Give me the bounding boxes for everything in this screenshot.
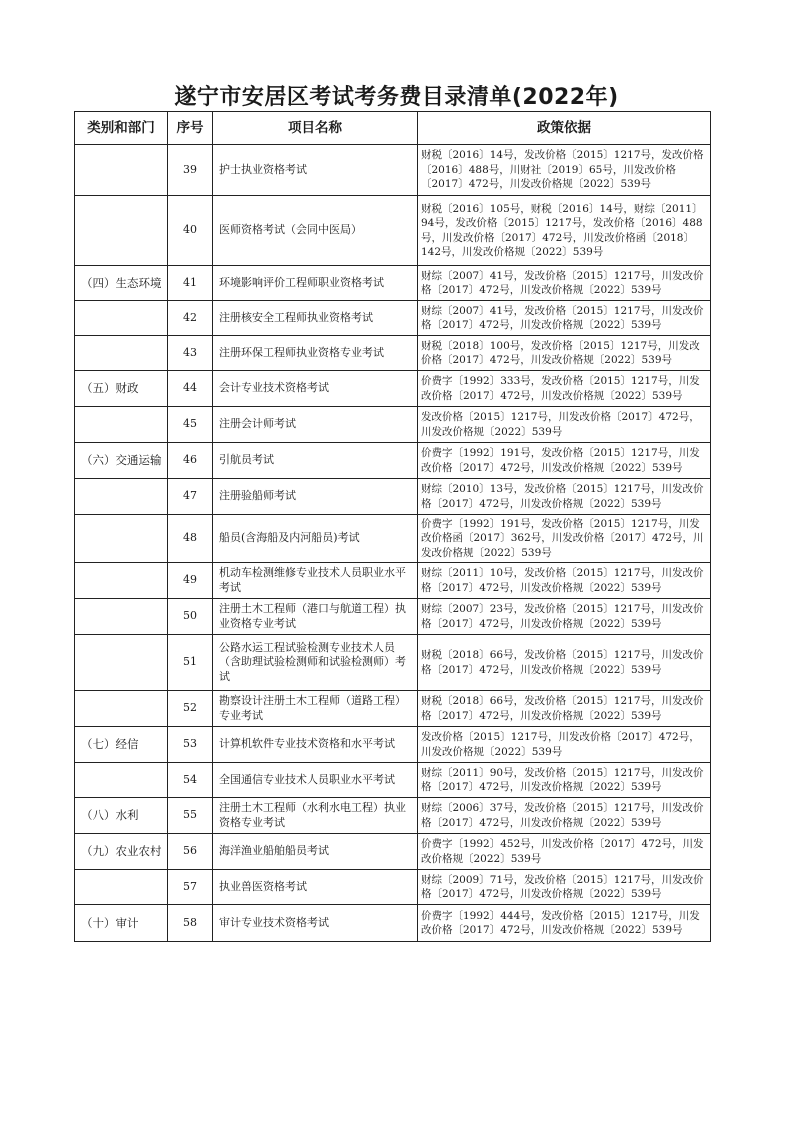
seq-cell: 48	[168, 515, 213, 563]
seq-cell: 52	[168, 691, 213, 727]
seq-cell: 55	[168, 798, 213, 834]
policy-cell: 财税〔2016〕14号，发改价格〔2015〕1217号，发改价格〔2016〕488号，川财社〔2019〕65号，川发改价格〔2017〕472号，川发改价格规〔2022〕539号	[418, 145, 711, 196]
table-row	[75, 443, 711, 479]
policy-cell: 发改价格〔2015〕1217号，川发改价格〔2017〕472号，川发改价格规〔2022〕539号	[418, 407, 711, 443]
name-cell: 计算机软件专业技术资格和水平考试	[213, 727, 418, 763]
table-body	[75, 145, 711, 942]
policy-cell: 财税〔2018〕100号，发改价格〔2015〕1217号，川发改价格〔2017〕472号，川发改价格规〔2022〕539号	[418, 336, 711, 371]
category-cell	[75, 870, 168, 905]
policy-cell: 发改价格〔2015〕1217号，川发改价格〔2017〕472号，川发改价格规〔2022〕539号	[418, 727, 711, 763]
seq-cell: 50	[168, 599, 213, 635]
category-cell: （七）经信	[75, 727, 168, 763]
seq-cell: 46	[168, 443, 213, 479]
document-title: 遂宁市安居区考试考务费目录清单(2022年)	[174, 85, 619, 110]
table-row	[75, 196, 711, 266]
name-cell: 船员(含海船及内河船员)考试	[213, 515, 418, 563]
seq-cell: 57	[168, 870, 213, 905]
policy-cell: 财综〔2007〕41号，发改价格〔2015〕1217号，川发改价格〔2017〕472号，川发改价格规〔2022〕539号	[418, 301, 711, 336]
table-row	[75, 563, 711, 599]
category-cell: （十）审计	[75, 905, 168, 942]
policy-cell: 价费字〔1992〕444号，发改价格〔2015〕1217号，川发改价格〔2017〕472号，川发改价格规〔2022〕539号	[418, 905, 711, 942]
policy-cell: 财综〔2010〕13号，发改价格〔2015〕1217号，川发改价格〔2017〕472号，川发改价格规〔2022〕539号	[418, 479, 711, 515]
category-cell	[75, 599, 168, 635]
category-cell	[75, 635, 168, 691]
table-row	[75, 145, 711, 196]
policy-cell: 价费字〔1992〕452号，川发改价格〔2017〕472号，川发改价格规〔2022〕539号	[418, 834, 711, 870]
name-cell: 医师资格考试（会同中医局）	[213, 196, 418, 266]
name-cell: 环境影响评价工程师职业资格考试	[213, 266, 418, 301]
name-cell: 机动车检测维修专业技术人员职业水平考试	[213, 563, 418, 599]
category-cell: （四）生态环境	[75, 266, 168, 301]
name-cell: 会计专业技术资格考试	[213, 371, 418, 407]
table-row	[75, 834, 711, 870]
seq-cell: 54	[168, 763, 213, 798]
name-cell: 注册核安全工程师执业资格考试	[213, 301, 418, 336]
category-cell	[75, 515, 168, 563]
header-row	[75, 112, 711, 145]
table-row	[75, 763, 711, 798]
seq-cell: 45	[168, 407, 213, 443]
seq-cell: 41	[168, 266, 213, 301]
policy-cell: 财综〔2011〕10号，发改价格〔2015〕1217号，川发改价格〔2017〕472号，川发改价格规〔2022〕539号	[418, 563, 711, 599]
category-cell	[75, 691, 168, 727]
header-policy: 政策依据	[418, 112, 711, 145]
policy-cell: 财综〔2007〕41号，发改价格〔2015〕1217号，川发改价格〔2017〕472号，川发改价格规〔2022〕539号	[418, 266, 711, 301]
header-name: 项目名称	[213, 112, 418, 145]
category-cell	[75, 563, 168, 599]
seq-cell: 56	[168, 834, 213, 870]
table-row	[75, 798, 711, 834]
category-cell	[75, 196, 168, 266]
table-row	[75, 407, 711, 443]
table-row	[75, 336, 711, 371]
policy-cell: 财综〔2011〕90号，发改价格〔2015〕1217号，川发改价格〔2017〕472号，川发改价格规〔2022〕539号	[418, 763, 711, 798]
name-cell: 勘察设计注册土木工程师（道路工程）专业考试	[213, 691, 418, 727]
policy-cell: 财税〔2016〕105号，财税〔2016〕14号，财综〔2011〕94号，发改价格〔2015〕1217号，发改价格〔2016〕488号，川发改价格〔2017〕472号，川发改价格函〔2018〕142号，川发改价格规〔2022〕539号	[418, 196, 711, 266]
name-cell: 护士执业资格考试	[213, 145, 418, 196]
seq-cell: 44	[168, 371, 213, 407]
policy-cell: 财税〔2018〕66号，发改价格〔2015〕1217号，川发改价格〔2017〕472号，川发改价格规〔2022〕539号	[418, 691, 711, 727]
header-category: 类别和部门	[75, 112, 168, 145]
category-cell: （九）农业农村	[75, 834, 168, 870]
name-cell: 注册环保工程师执业资格专业考试	[213, 336, 418, 371]
name-cell: 审计专业技术资格考试	[213, 905, 418, 942]
name-cell: 引航员考试	[213, 443, 418, 479]
seq-cell: 42	[168, 301, 213, 336]
table-row	[75, 635, 711, 691]
table-row	[75, 266, 711, 301]
category-cell: （五）财政	[75, 371, 168, 407]
policy-cell: 财税〔2018〕66号，发改价格〔2015〕1217号，川发改价格〔2017〕472号，川发改价格规〔2022〕539号	[418, 635, 711, 691]
seq-cell: 47	[168, 479, 213, 515]
category-cell	[75, 479, 168, 515]
policy-cell: 财综〔2007〕23号，发改价格〔2015〕1217号，川发改价格〔2017〕472号，川发改价格规〔2022〕539号	[418, 599, 711, 635]
seq-cell: 51	[168, 635, 213, 691]
seq-cell: 40	[168, 196, 213, 266]
policy-cell: 财综〔2009〕71号，发改价格〔2015〕1217号，川发改价格〔2017〕472号，川发改价格规〔2022〕539号	[418, 870, 711, 905]
table-row	[75, 371, 711, 407]
seq-cell: 58	[168, 905, 213, 942]
category-cell: （八）水利	[75, 798, 168, 834]
policy-cell: 价费字〔1992〕191号，发改价格〔2015〕1217号，川发改价格函〔2017〕362号，川发改价格〔2017〕472号，川发改价格规〔2022〕539号	[418, 515, 711, 563]
category-cell: （六）交通运输	[75, 443, 168, 479]
name-cell: 注册验船师考试	[213, 479, 418, 515]
seq-cell: 53	[168, 727, 213, 763]
name-cell: 注册土木工程师（水利水电工程）执业资格专业考试	[213, 798, 418, 834]
name-cell: 注册土木工程师（港口与航道工程）执业资格专业考试	[213, 599, 418, 635]
category-cell	[75, 336, 168, 371]
table-row	[75, 727, 711, 763]
seq-cell: 49	[168, 563, 213, 599]
seq-cell: 39	[168, 145, 213, 196]
table-row	[75, 301, 711, 336]
name-cell: 公路水运工程试验检测专业技术人员（含助理试验检测师和试验检测师）考试	[213, 635, 418, 691]
table-row	[75, 905, 711, 942]
category-cell	[75, 145, 168, 196]
table-row	[75, 479, 711, 515]
name-cell: 全国通信专业技术人员职业水平考试	[213, 763, 418, 798]
category-cell	[75, 301, 168, 336]
category-cell	[75, 407, 168, 443]
seq-cell: 43	[168, 336, 213, 371]
fee-table	[74, 111, 711, 942]
category-cell	[75, 763, 168, 798]
table-row	[75, 599, 711, 635]
table-row	[75, 515, 711, 563]
table-row	[75, 870, 711, 905]
name-cell: 执业兽医资格考试	[213, 870, 418, 905]
name-cell: 海洋渔业船舶船员考试	[213, 834, 418, 870]
policy-cell: 价费字〔1992〕333号，发改价格〔2015〕1217号，川发改价格〔2017〕472号，川发改价格规〔2022〕539号	[418, 371, 711, 407]
policy-cell: 财综〔2006〕37号，发改价格〔2015〕1217号，川发改价格〔2017〕472号，川发改价格规〔2022〕539号	[418, 798, 711, 834]
table-row	[75, 691, 711, 727]
name-cell: 注册会计师考试	[213, 407, 418, 443]
header-seq: 序号	[168, 112, 213, 145]
policy-cell: 价费字〔1992〕191号，发改价格〔2015〕1217号，川发改价格〔2017〕472号，川发改价格规〔2022〕539号	[418, 443, 711, 479]
